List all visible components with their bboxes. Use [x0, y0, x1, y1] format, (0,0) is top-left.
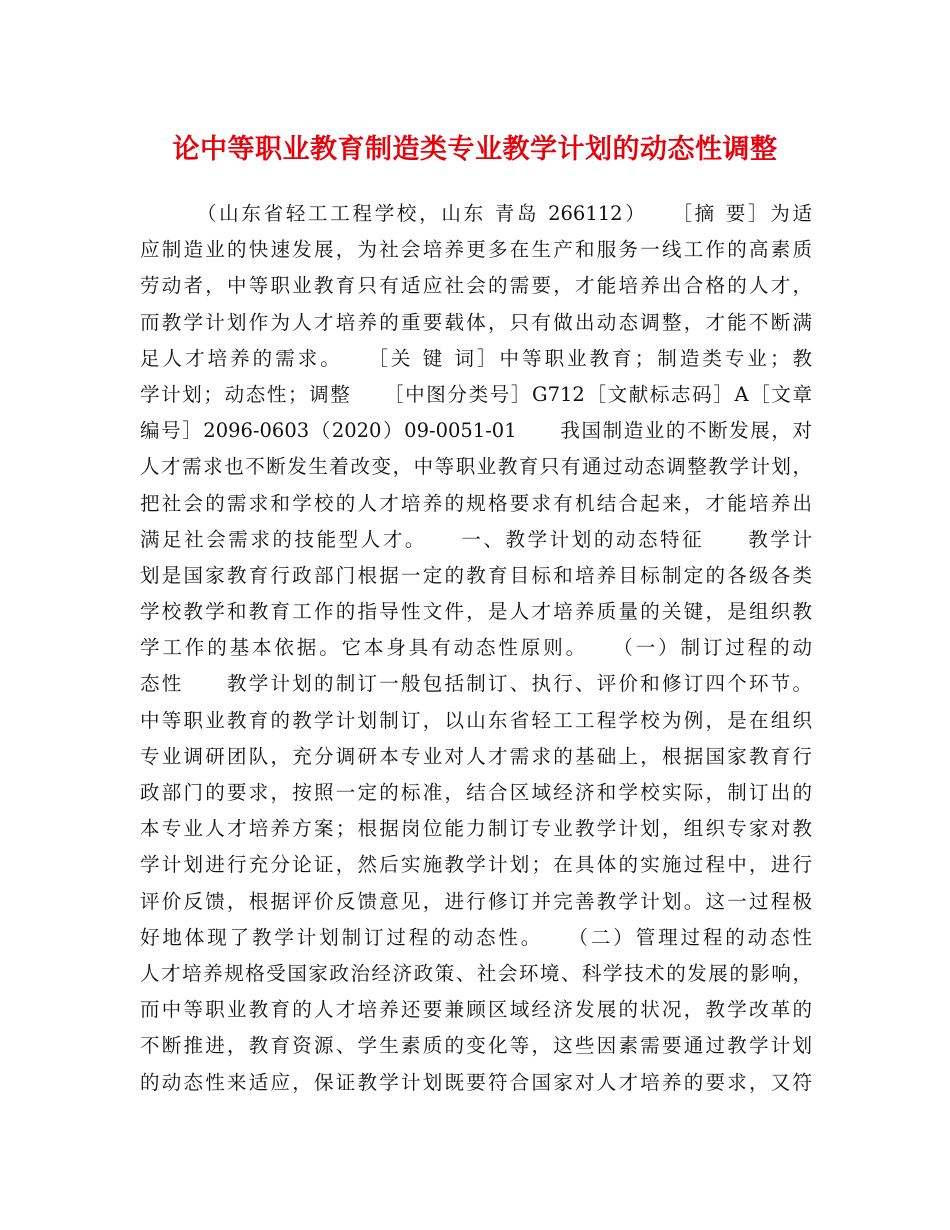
text-line: 好地体现了教学计划制订过程的动态性。 （二）管理过程的动态性: [140, 925, 812, 949]
text-line: 本专业人才培养方案；根据岗位能力制订专业教学计划，组织专家对教: [140, 817, 812, 841]
text-line: 应制造业的快速发展，为社会培养更多在生产和服务一线工作的高素质: [140, 238, 812, 262]
text-line: 劳动者，中等职业教育只有适应社会的需要，才能培养出合格的人才，: [140, 274, 812, 298]
text-line: 人才培养规格受国家政治经济政策、社会环境、科学技术的发展的影响，: [140, 961, 812, 985]
text-line: 足人才培养的需求。 ［关 键 词］中等职业教育；制造类专业；教: [140, 346, 812, 370]
text-line: 政部门的要求，按照一定的标准，结合区域经济和学校实际，制订出的: [140, 781, 812, 804]
text-line: 人才需求也不断发生着改变，中等职业教育只有通过动态调整教学计划，: [140, 455, 812, 479]
text-line: 满足社会需求的技能型人才。 一、教学计划的动态特征 教学计: [140, 527, 812, 551]
text-line: 把社会的需求和学校的人才培养的规格要求有机结合起来，才能培养出: [140, 491, 812, 515]
text-line: 而教学计划作为人才培养的重要载体，只有做出动态调整，才能不断满: [140, 310, 812, 334]
text-line: 学计划；动态性；调整 ［中图分类号］G712［文献标志码］A［文章: [140, 382, 812, 406]
text-line: 学计划进行充分论证，然后实施教学计划；在具体的实施过程中，进行: [140, 853, 812, 877]
text-line: 不断推进，教育资源、学生素质的变化等，这些因素需要通过教学计划: [140, 1034, 812, 1058]
text-line: 专业调研团队，充分调研本专业对人才需求的基础上，根据国家教育行: [140, 744, 812, 768]
text-line: 学工作的基本依据。它本身具有动态性原则。 （一）制订过程的动: [140, 636, 812, 660]
text-line: 的动态性来适应，保证教学计划既要符合国家对人才培养的要求，又符: [140, 1070, 812, 1094]
text-line: 态性 教学计划的制订一般包括制订、执行、评价和修订四个环节。: [140, 672, 812, 696]
document-body: [140, 196, 812, 1101]
text-line: 而中等职业教育的人才培养还要兼顾区域经济发展的状况，教学改革的: [140, 998, 812, 1022]
text-line: 中等职业教育的教学计划制订，以山东省轻工工程学校为例，是在组织: [140, 708, 812, 732]
text-line: 划是国家教育行政部门根据一定的教育目标和培养目标制定的各级各类: [140, 563, 812, 587]
text-line: 评价反馈，根据评价反馈意见，进行修订并完善教学计划。这一过程极: [140, 889, 812, 913]
text-line: （山东省轻工工程学校，山东 青岛 266112） ［摘 要］为适: [140, 202, 812, 225]
document-title: 论中等职业教育制造类专业教学计划的动态性调整: [172, 134, 778, 165]
text-line: 编号］2096-0603（2020）09-0051-01 我国制造业的不断发展，对: [140, 419, 812, 443]
text-line: 学校教学和教育工作的指导性文件，是人才培养质量的关键，是组织教: [140, 600, 812, 624]
